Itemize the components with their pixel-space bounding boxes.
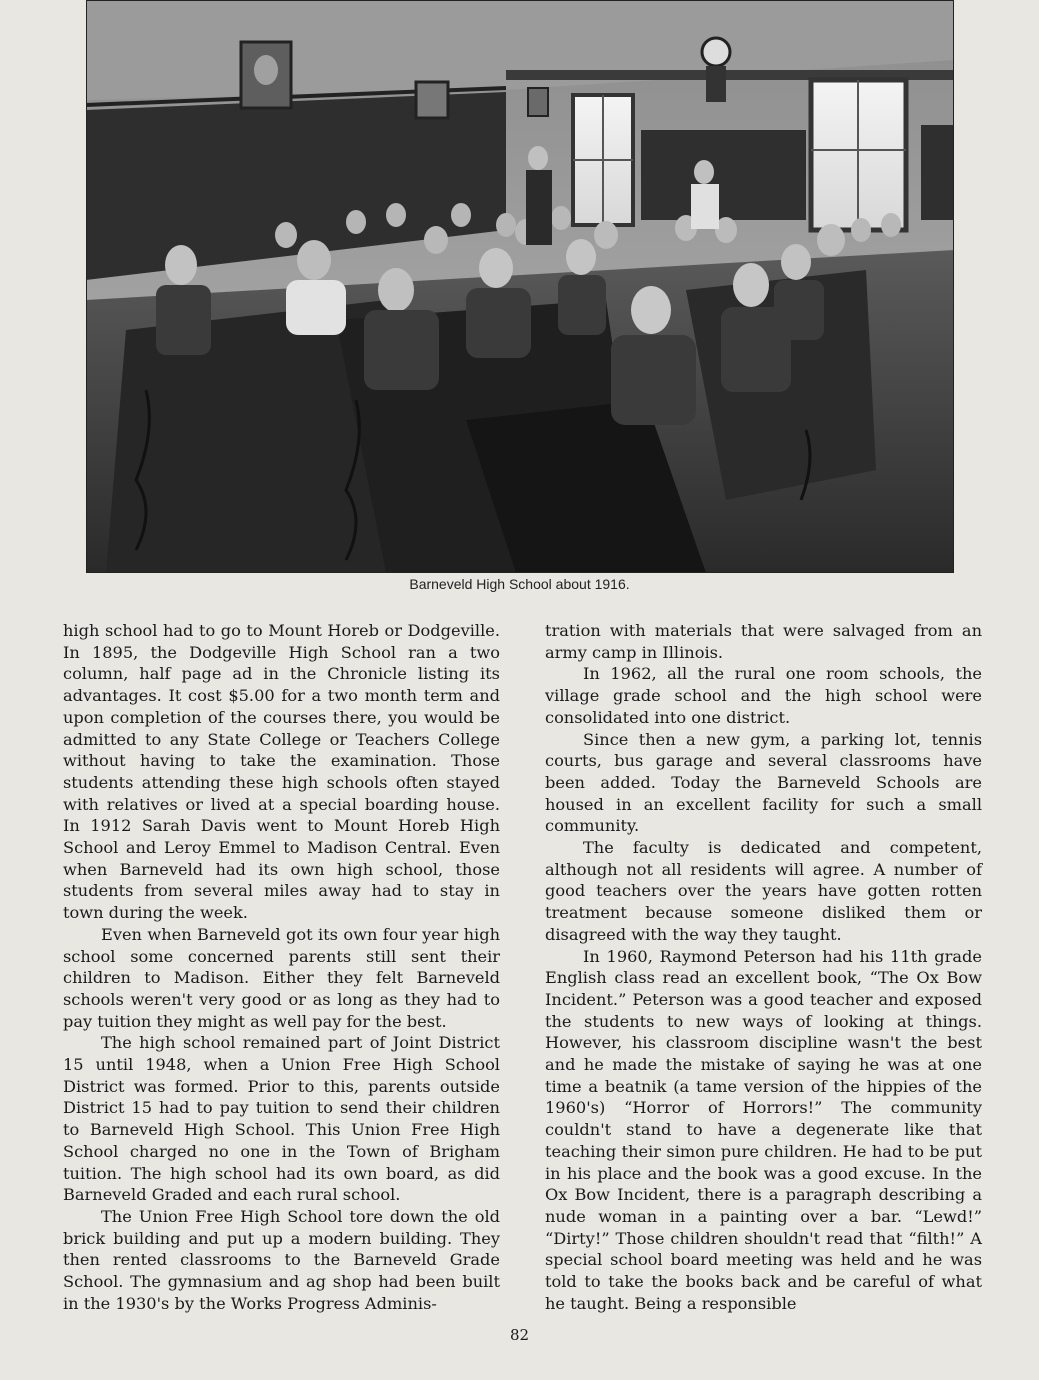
photo-caption: Barneveld High School about 1916. (409, 576, 630, 592)
right-text-column (545, 620, 982, 1315)
page-number: 82 (509, 1326, 530, 1344)
paragraph: Since then a new gym, a parking lot, tennis courts, bus garage and several classrooms have been added. Today the Barneveld Schools are housed in an excellent facility for such a small community. (545, 729, 982, 836)
paragraph: In 1960, Raymond Peterson had his 11th grade English class read an excellent book, “The Ox Bow Incident.” Peterson was a good teacher and exposed the students to new ways of looking at things. However, his classroom discipline wasn't the best and he made the mistake of saying he was at one time a beatnik (a tame version of the hippies of the 1960's) “Horror of Horrors!” The community couldn't stand to have a degenerate like that teaching their simon pure children. He had to be put in his place and the book was a good excuse. In the Ox Bow Incident, there is a paragraph describing a nude woman in a painting over a bar. “Lewd!” “Dirty!” Those children shouldn't read that “filth!” A special school board meeting was held and he was told to take the books back and be careful of what he taught. Being a responsible (545, 946, 982, 1313)
left-text-column (63, 620, 500, 1315)
paragraph: The high school remained part of Joint District 15 until 1948, when a Union Free High School District was formed. Prior to this, parents outside District 15 had to pay tuition to send their children to Barneveld High School. This Union Free High School charged no one in the Town of Brigham tuition. The high school had its own board, as did Barneveld Graded and each rural school. (63, 1033, 500, 1205)
classroom-photo (86, 0, 954, 573)
paragraph: high school had to go to Mount Horeb or Dodgeville. In 1895, the Dodgeville High School ran a two column, half page ad in the Chronicle listing its advantages. It cost $5.00 for a two month term and upon completion of the courses there, you would be admitted to any State College or Teachers College without having to take the examination. Those students attending these high schools often stayed with relatives or lived at a special boarding house. In 1912 Sarah Davis went to Mount Horeb High School and Leroy Emmel to Madison Central. Even when Barneveld had its own high school, those students from several miles away had to stay in town during the week. (63, 621, 500, 923)
paragraph: The faculty is dedicated and competent, although not all residents will agree. A number of good teachers over the years have gotten rotten treatment because someone disliked them or disagreed with the way they taught. (545, 838, 982, 944)
paragraph: In 1962, all the rural one room schools, the village grade school and the high school were consolidated into one district. (545, 664, 982, 727)
paragraph: tration with materials that were salvaged from an army camp in Illinois. (545, 621, 982, 662)
classroom-photo-image (86, 0, 954, 573)
paragraph: The Union Free High School tore down the old brick building and put up a modern building. They then rented classrooms to the Barneveld Grade School. The gymnasium and ag shop had been built in the 1930's by the Works Progress Adminis- (63, 1206, 500, 1313)
paragraph: Even when Barneveld got its own four year high school some concerned parents still sent their children to Madison. Either they felt Barneveld schools weren't very good or as long as they had to pay tuition they might as well pay for the best. (63, 924, 500, 1031)
